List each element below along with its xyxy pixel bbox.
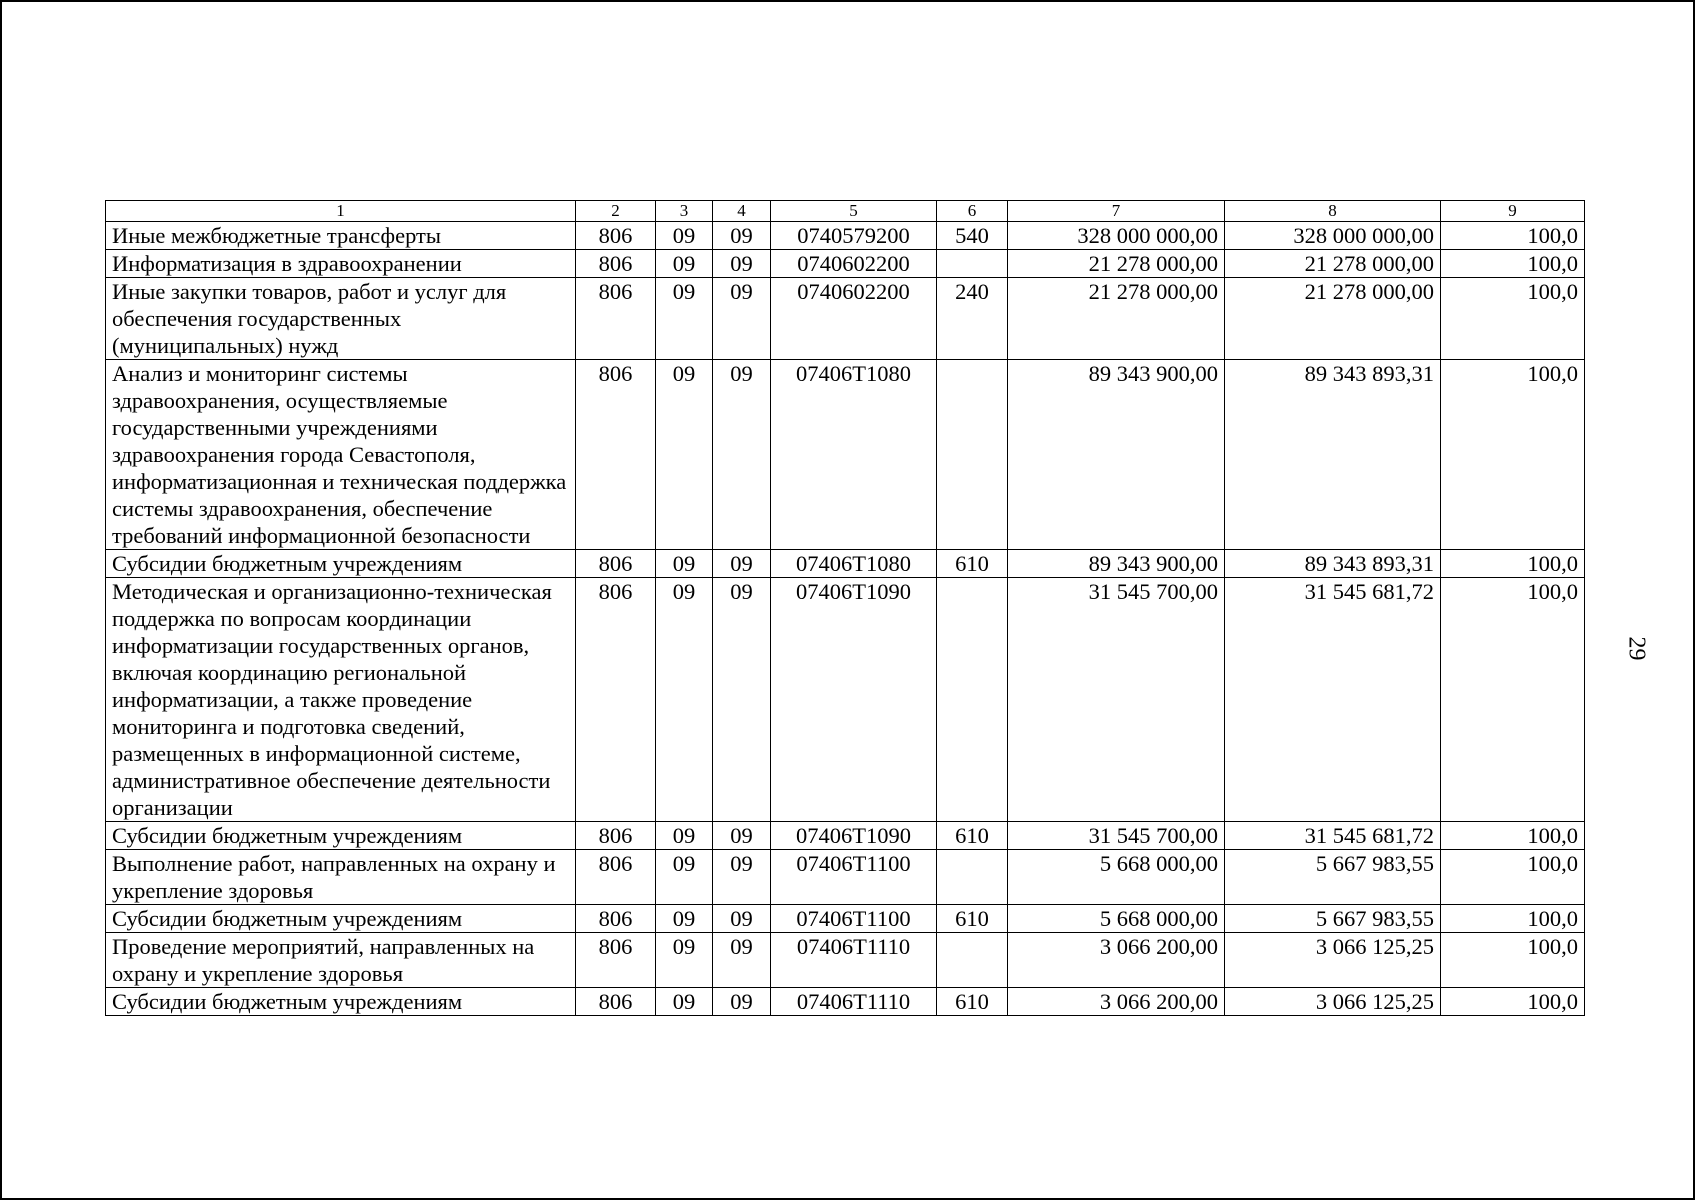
cell-subsection-code: 09: [713, 933, 771, 988]
cell-execution-percent: 100,0: [1441, 822, 1585, 850]
cell-executed-amount: 3 066 125,25: [1225, 988, 1441, 1016]
cell-item-name: Иные межбюджетные трансферты: [106, 222, 576, 250]
cell-executed-amount: 5 667 983,55: [1225, 850, 1441, 905]
cell-ministry-code: 806: [576, 250, 656, 278]
cell-executed-amount: 5 667 983,55: [1225, 905, 1441, 933]
cell-section-code: 09: [656, 905, 713, 933]
cell-subsection-code: 09: [713, 988, 771, 1016]
table-body: [106, 222, 1585, 1016]
cell-execution-percent: 100,0: [1441, 578, 1585, 822]
cell-target-article: 0740579200: [771, 222, 937, 250]
table-row: [106, 578, 1585, 822]
cell-section-code: 09: [656, 278, 713, 360]
cell-target-article: 07406T1100: [771, 905, 937, 933]
cell-expense-type: 240: [937, 278, 1008, 360]
cell-approved-amount: 5 668 000,00: [1008, 905, 1225, 933]
cell-expense-type: [937, 250, 1008, 278]
cell-approved-amount: 31 545 700,00: [1008, 822, 1225, 850]
cell-target-article: 07406T1110: [771, 933, 937, 988]
cell-section-code: 09: [656, 822, 713, 850]
cell-ministry-code: 806: [576, 278, 656, 360]
cell-target-article: 07406T1110: [771, 988, 937, 1016]
cell-execution-percent: 100,0: [1441, 933, 1585, 988]
cell-target-article: 07406T1090: [771, 822, 937, 850]
cell-subsection-code: 09: [713, 360, 771, 550]
column-number-7: 7: [1008, 201, 1225, 222]
cell-ministry-code: 806: [576, 988, 656, 1016]
table-row: [106, 822, 1585, 850]
cell-target-article: 0740602200: [771, 278, 937, 360]
cell-ministry-code: 806: [576, 222, 656, 250]
cell-approved-amount: 89 343 900,00: [1008, 360, 1225, 550]
cell-execution-percent: 100,0: [1441, 988, 1585, 1016]
cell-execution-percent: 100,0: [1441, 222, 1585, 250]
cell-executed-amount: 89 343 893,31: [1225, 360, 1441, 550]
cell-execution-percent: 100,0: [1441, 360, 1585, 550]
cell-ministry-code: 806: [576, 933, 656, 988]
cell-subsection-code: 09: [713, 222, 771, 250]
table-row: [106, 988, 1585, 1016]
table-row: [106, 360, 1585, 550]
cell-execution-percent: 100,0: [1441, 278, 1585, 360]
cell-section-code: 09: [656, 222, 713, 250]
page-number: 29: [1623, 636, 1650, 661]
cell-ministry-code: 806: [576, 905, 656, 933]
column-number-4: 4: [713, 201, 771, 222]
cell-approved-amount: 328 000 000,00: [1008, 222, 1225, 250]
cell-execution-percent: 100,0: [1441, 905, 1585, 933]
cell-target-article: 07406T1080: [771, 360, 937, 550]
column-number-1: 1: [106, 201, 576, 222]
cell-executed-amount: 31 545 681,72: [1225, 822, 1441, 850]
cell-section-code: 09: [656, 550, 713, 578]
cell-ministry-code: 806: [576, 360, 656, 550]
cell-ministry-code: 806: [576, 822, 656, 850]
column-number-5: 5: [771, 201, 937, 222]
cell-target-article: 0740602200: [771, 250, 937, 278]
cell-item-name: Анализ и мониторинг системы здравоохранения, осуществляемые государственными учреждениями здравоохранения города Севастополя, информатизационная и техническая поддержка системы здравоохранения, обеспечение требований информационной безопасности: [106, 360, 576, 550]
table-row: [106, 550, 1585, 578]
column-number-9: 9: [1441, 201, 1585, 222]
cell-item-name: Субсидии бюджетным учреждениям: [106, 905, 576, 933]
cell-expense-type: 610: [937, 988, 1008, 1016]
cell-expense-type: [937, 933, 1008, 988]
cell-execution-percent: 100,0: [1441, 850, 1585, 905]
cell-item-name: Иные закупки товаров, работ и услуг для обеспечения государственных (муниципальных) нужд: [106, 278, 576, 360]
cell-subsection-code: 09: [713, 550, 771, 578]
cell-target-article: 07406T1080: [771, 550, 937, 578]
cell-subsection-code: 09: [713, 905, 771, 933]
cell-approved-amount: 89 343 900,00: [1008, 550, 1225, 578]
table-row: [106, 933, 1585, 988]
cell-approved-amount: 21 278 000,00: [1008, 278, 1225, 360]
cell-item-name: Информатизация в здравоохранении: [106, 250, 576, 278]
table-header-row: [106, 201, 1585, 222]
cell-expense-type: 610: [937, 905, 1008, 933]
cell-expense-type: 610: [937, 822, 1008, 850]
cell-approved-amount: 5 668 000,00: [1008, 850, 1225, 905]
cell-section-code: 09: [656, 250, 713, 278]
cell-subsection-code: 09: [713, 822, 771, 850]
cell-expense-type: [937, 578, 1008, 822]
cell-ministry-code: 806: [576, 578, 656, 822]
cell-subsection-code: 09: [713, 278, 771, 360]
cell-section-code: 09: [656, 578, 713, 822]
table-row: [106, 250, 1585, 278]
cell-section-code: 09: [656, 988, 713, 1016]
cell-subsection-code: 09: [713, 578, 771, 822]
cell-item-name: Выполнение работ, направленных на охрану и укрепление здоровья: [106, 850, 576, 905]
cell-approved-amount: 21 278 000,00: [1008, 250, 1225, 278]
table-row: [106, 278, 1585, 360]
cell-subsection-code: 09: [713, 850, 771, 905]
cell-approved-amount: 3 066 200,00: [1008, 933, 1225, 988]
cell-expense-type: 610: [937, 550, 1008, 578]
budget-table: [105, 200, 1585, 1016]
cell-executed-amount: 3 066 125,25: [1225, 933, 1441, 988]
cell-target-article: 07406T1100: [771, 850, 937, 905]
cell-item-name: Проведение мероприятий, направленных на охрану и укрепление здоровья: [106, 933, 576, 988]
cell-expense-type: 540: [937, 222, 1008, 250]
table-row: [106, 850, 1585, 905]
cell-item-name: Субсидии бюджетным учреждениям: [106, 550, 576, 578]
cell-execution-percent: 100,0: [1441, 550, 1585, 578]
table-row: [106, 222, 1585, 250]
column-number-2: 2: [576, 201, 656, 222]
cell-section-code: 09: [656, 933, 713, 988]
cell-target-article: 07406T1090: [771, 578, 937, 822]
cell-expense-type: [937, 850, 1008, 905]
cell-executed-amount: 21 278 000,00: [1225, 278, 1441, 360]
cell-item-name: Субсидии бюджетным учреждениям: [106, 988, 576, 1016]
cell-executed-amount: 89 343 893,31: [1225, 550, 1441, 578]
cell-subsection-code: 09: [713, 250, 771, 278]
cell-executed-amount: 328 000 000,00: [1225, 222, 1441, 250]
cell-section-code: 09: [656, 850, 713, 905]
cell-approved-amount: 31 545 700,00: [1008, 578, 1225, 822]
cell-item-name: Методическая и организационно-техническая поддержка по вопросам координации информатизации государственных органов, включая координацию региональной информатизации, а также проведение мониторинга и подготовка сведений, размещенных в информационной системе, административное обеспечение деятельности организации: [106, 578, 576, 822]
table-row: [106, 905, 1585, 933]
cell-section-code: 09: [656, 360, 713, 550]
cell-expense-type: [937, 360, 1008, 550]
cell-approved-amount: 3 066 200,00: [1008, 988, 1225, 1016]
cell-item-name: Субсидии бюджетным учреждениям: [106, 822, 576, 850]
column-number-6: 6: [937, 201, 1008, 222]
column-number-3: 3: [656, 201, 713, 222]
cell-ministry-code: 806: [576, 550, 656, 578]
cell-executed-amount: 21 278 000,00: [1225, 250, 1441, 278]
cell-executed-amount: 31 545 681,72: [1225, 578, 1441, 822]
column-number-8: 8: [1225, 201, 1441, 222]
cell-ministry-code: 806: [576, 850, 656, 905]
cell-execution-percent: 100,0: [1441, 250, 1585, 278]
